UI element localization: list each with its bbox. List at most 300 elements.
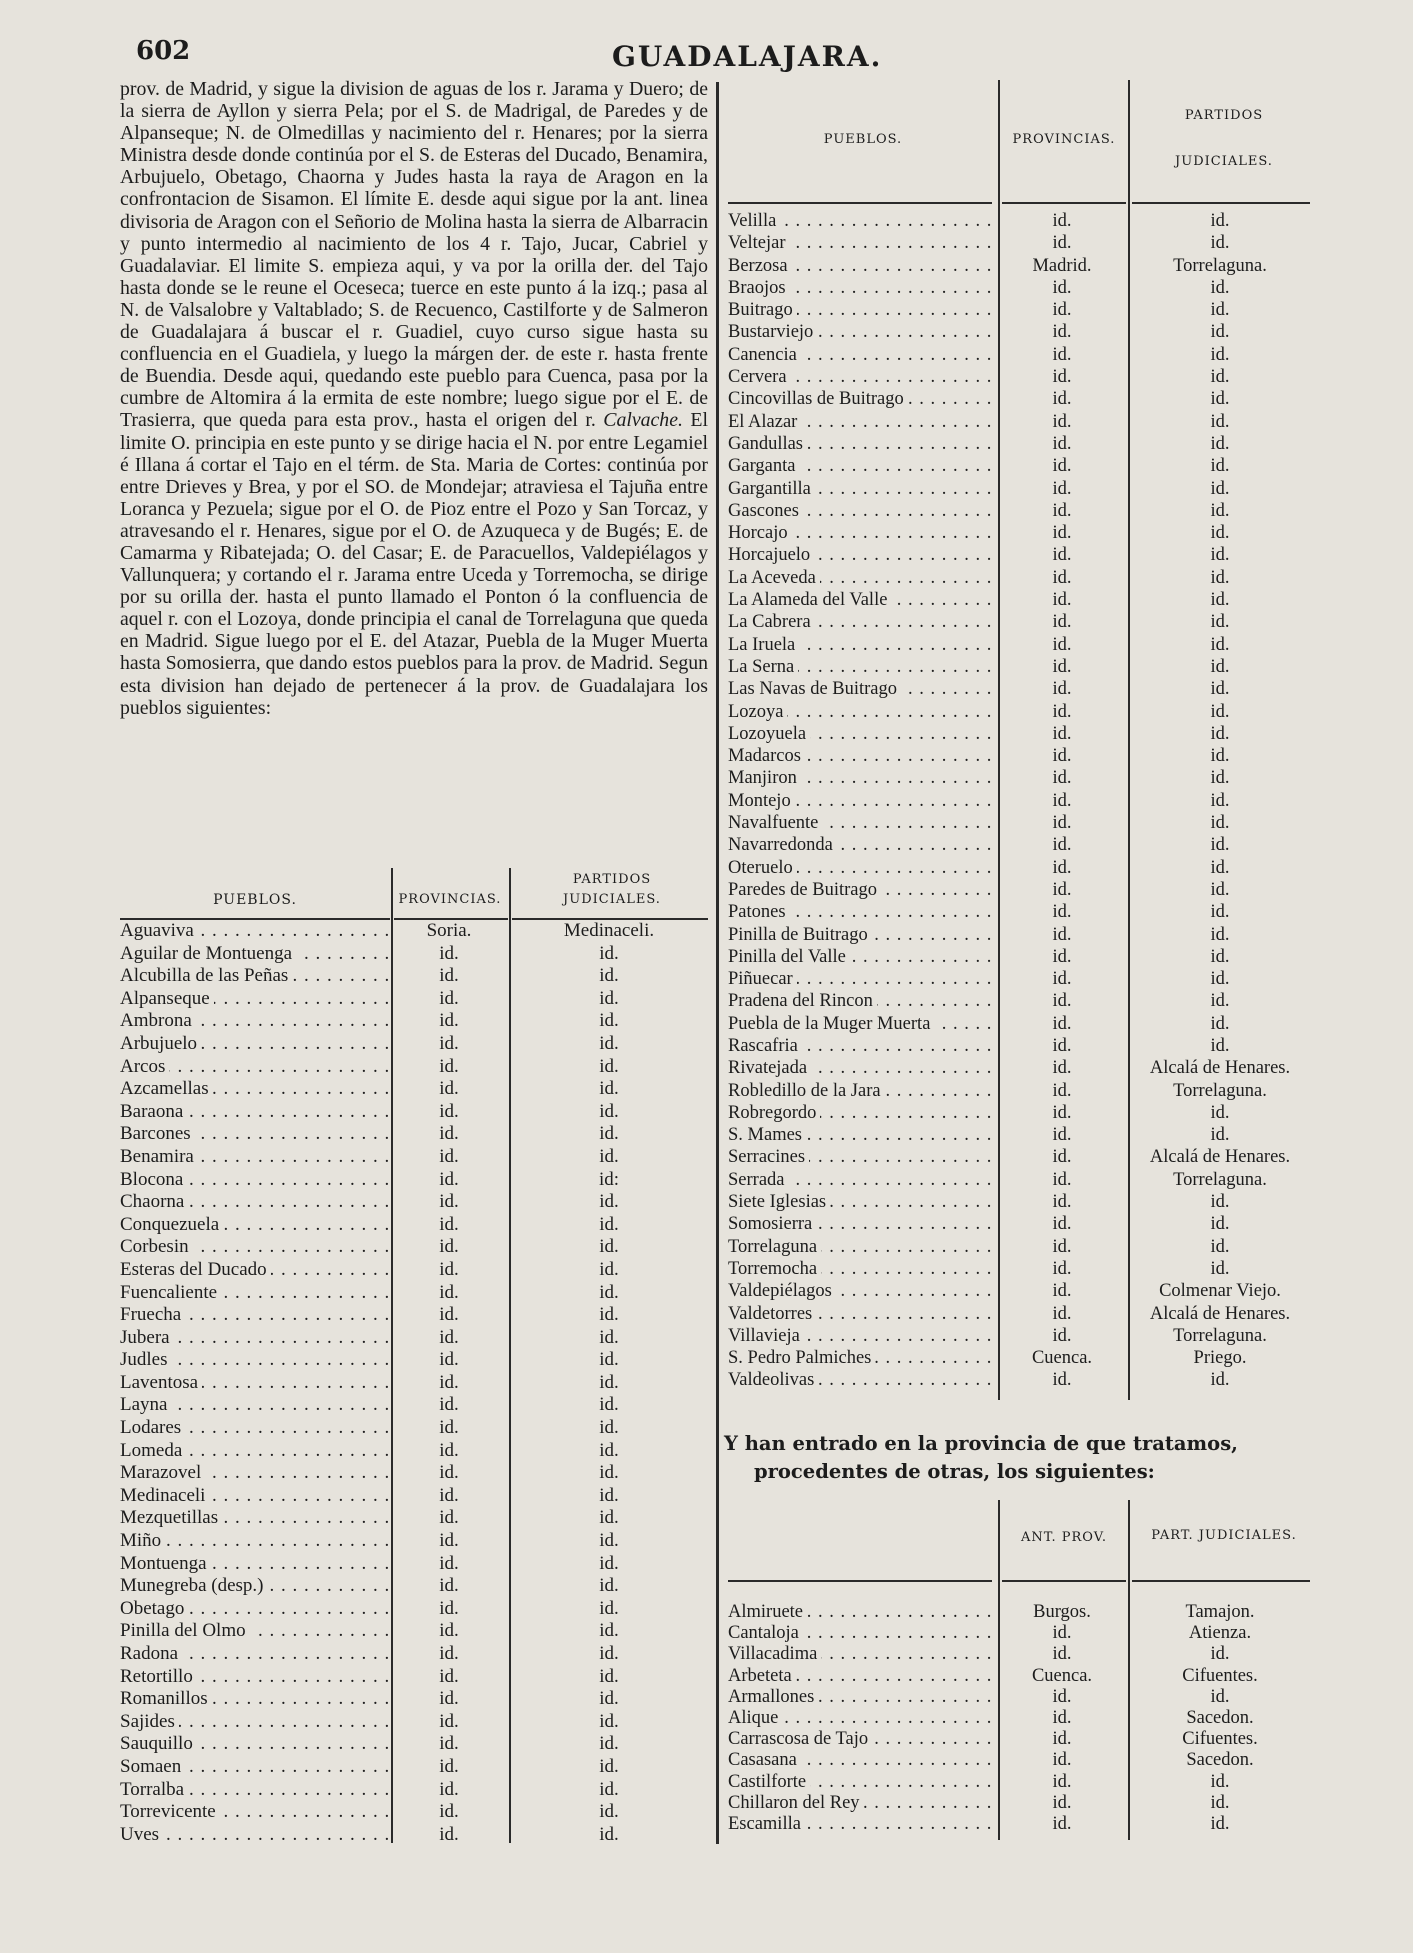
partido-value: id. [1210,300,1230,321]
partido-value: id. [599,1665,619,1687]
pueblo-name: Sauquillo . . . [120,1733,388,1756]
table-row [120,1643,710,1666]
table-row [728,834,1314,856]
table-row [728,1325,1314,1347]
table-added-pueblos [728,1500,1314,1845]
pueblo-name: Montejo . . . [728,790,996,812]
table-row [120,1620,710,1643]
partido-value: id. [599,1055,619,1077]
pueblo-name: Azcamellas . . . [120,1078,388,1101]
pueblo-name: Rivatejada . . . [728,1057,996,1079]
partido-value: id. [599,1304,619,1326]
provincia-value: id. [1052,590,1072,611]
table-row [728,1236,1314,1258]
table-row [120,1349,710,1372]
pueblo-name: Braojos . . . [728,277,996,299]
header-rule-2 [1002,1580,1126,1582]
partido-value: id. [1210,1013,1230,1034]
partido-value: id. [1210,946,1230,967]
pueblo-name: Arcos . . . [120,1056,388,1079]
pueblo-name: Velilla . . . [728,210,996,232]
provincia-value: id. [1052,411,1072,432]
page-number: 602 [136,36,191,66]
provincia-value: id. [1052,835,1072,856]
pueblo-name: Navarredonda . . . [728,834,996,856]
provincia-value: id. [1052,813,1072,834]
partido-value: id. [599,1123,619,1145]
pueblo-name: Laventosa . . . [120,1372,388,1395]
pueblo-name: Canencia . . . [728,344,996,366]
table-row [728,1035,1314,1057]
partido-value: Torrelaguna. [1173,1325,1267,1346]
partido-value: id. [1210,1035,1230,1056]
provincia-value: id. [439,1462,459,1484]
table-row [728,433,1314,455]
partido-value: id. [1210,612,1230,633]
table-row [728,388,1314,410]
table-row [728,924,1314,946]
table-row [728,1729,1314,1750]
column-divider [716,82,719,1844]
provincia-value: id. [439,987,459,1009]
partido-value: id. [1210,1370,1230,1391]
pueblo-name: S. Mames . . . [728,1124,996,1146]
provincia-value: id. [1052,1169,1072,1190]
header-partidos: PARTIDOS [572,872,652,887]
partido-value: id. [1210,969,1230,990]
partido-value: id. [599,1439,619,1461]
provincia-value: id. [1052,1707,1072,1728]
provincia-value: id. [1052,277,1072,298]
partido-value: Colmenar Viejo. [1159,1281,1281,1302]
provincia-value: id. [1052,902,1072,923]
pueblo-name: Retortillo . . . [120,1666,388,1689]
partido-value: Atienza. [1188,1623,1252,1644]
table-row [728,857,1314,879]
pueblo-name: Fruecha . . . [120,1304,388,1327]
provincia-value: id. [1052,1644,1072,1665]
partido-value: id. [599,965,619,987]
table-row [728,1369,1314,1391]
pueblo-name: Cantaloja . . . [728,1623,996,1644]
pueblo-name: Lozoya . . . [728,701,996,723]
table-row [728,1102,1314,1124]
pueblo-name: S. Pedro Palmiches . . . [728,1347,996,1369]
pueblo-name: Rascafria . . . [728,1035,996,1057]
partido-value: id. [1210,991,1230,1012]
pueblo-name: Munegreba (desp.) . . . [120,1575,388,1598]
partido-value: Torrelaguna. [1173,1169,1267,1190]
partido-value: id. [599,1078,619,1100]
partido-value: id. [1210,924,1230,945]
header-rule-3 [1132,202,1310,204]
pueblo-name: Radona . . . [120,1643,388,1666]
provincia-value: id. [439,1394,459,1416]
provincia-value: id. [1052,1281,1072,1302]
table-row [120,1598,710,1621]
partido-value: id. [1210,1125,1230,1146]
table-row [728,723,1314,745]
partido-value: Cifuentes. [1182,1729,1258,1750]
header-partidos: PARTIDOS [1184,108,1264,123]
partido-value: id. [1210,656,1230,677]
provincia-value: id. [1052,1058,1072,1079]
table-row [120,1688,710,1711]
table-row [728,1793,1314,1814]
partido-value: Alcalá de Henares. [1149,1147,1291,1168]
partido-value: id. [1210,322,1230,343]
table-row [728,1280,1314,1302]
provincia-value: id. [439,1100,459,1122]
table-row [728,745,1314,767]
table-row [728,589,1314,611]
partido-value: id. [1210,902,1230,923]
provincia-value: id. [1052,1013,1072,1034]
provincia-value: id. [1052,567,1072,588]
table-row [120,1530,710,1553]
pueblo-name: Arbujuelo . . . [120,1033,388,1056]
partido-value: Torrelaguna. [1173,1080,1267,1101]
pueblo-name: Fuencaliente . . . [120,1282,388,1305]
pueblo-name: Sajides . . . [120,1711,388,1734]
partido-value: id. [599,1597,619,1619]
pueblo-name: Torrevicente . . . [120,1801,388,1824]
partido-value: id. [1210,456,1230,477]
header-judiciales: JUDICIALES. [563,892,661,907]
provincia-value: Madrid. [1032,255,1092,276]
partido-value: id. [1210,679,1230,700]
partido-value: id. [1210,389,1230,410]
partido-value: Torrelaguna. [1173,255,1267,276]
partido-value: id. [599,1778,619,1800]
partido-value: id. [1210,433,1230,454]
provincia-value: id. [1052,1258,1072,1279]
provincia-value: id. [1052,1686,1072,1707]
provincia-value: id. [1052,1192,1072,1213]
table-row [728,1057,1314,1079]
provincia-value: id. [1052,879,1072,900]
partido-value: id. [599,1484,619,1506]
pueblo-name: Veltejar . . . [728,232,996,254]
pueblo-name: Blocona . . . [120,1169,388,1192]
pueblo-name: Madarcos . . . [728,745,996,767]
pueblo-name: Lozoyuela . . . [728,723,996,745]
table-row [728,299,1314,321]
provincia-value: id. [439,1349,459,1371]
table-row [728,611,1314,633]
table-row [728,210,1314,232]
provincia-value: id. [1052,1102,1072,1123]
table-row [728,968,1314,990]
table-row [728,544,1314,566]
pueblo-name: Horcajo . . . [728,522,996,544]
pueblo-name: Alpanseque . . . [120,988,388,1011]
partido-value: id. [1210,746,1230,767]
provincia-value: id. [439,1620,459,1642]
provincia-value: id. [1052,857,1072,878]
partido-value: id. [599,1801,619,1823]
pueblo-name: Pinilla del Valle . . . [728,946,996,968]
table-header [120,868,710,920]
pueblo-name: Chillaron del Rey . . . [728,1793,996,1814]
table-header [728,80,1314,206]
provincia-value: id. [1052,211,1072,231]
pueblo-name: Alcubilla de las Peñas . . . [120,965,388,988]
table-row [728,812,1314,834]
pueblo-name: Patones . . . [728,901,996,923]
partido-value: id. [599,1371,619,1393]
provincia-value: id. [1052,969,1072,990]
table-row [120,1033,710,1056]
provincia-value: id. [439,1733,459,1755]
header-rule-1 [728,1580,992,1582]
pueblo-name: Gandullas . . . [728,433,996,455]
provincia-value: id. [1052,344,1072,365]
provincia-value: id. [1052,1303,1072,1324]
provincia-value: id. [439,1710,459,1732]
partido-value: id. [599,1688,619,1710]
table-row [728,790,1314,812]
table-row [728,500,1314,522]
pueblo-name: Villacadima . . . [728,1644,996,1665]
partido-value: id. [599,1145,619,1167]
partido-value: id. [599,1349,619,1371]
partido-value: id. [599,1620,619,1642]
pueblo-name: Miño . . . [120,1530,388,1553]
provincia-value: id. [439,1823,459,1845]
provincia-value: id. [439,1778,459,1800]
provincia-value: id. [1052,991,1072,1012]
pueblo-name: Bustarviejo . . . [728,321,996,343]
partido-value: id. [1210,790,1230,811]
partido-value: id. [599,1552,619,1574]
table-row [728,678,1314,700]
provincia-value: Cuenca. [1031,1665,1093,1686]
partido-value: id. [599,1462,619,1484]
partido-value: id: [598,1168,620,1190]
pueblo-name: Ambrona . . . [120,1010,388,1033]
pueblo-name: Judles . . . [120,1349,388,1372]
header-rule-3 [1132,1580,1310,1582]
provincia-value: id. [1052,389,1072,410]
partido-value: id. [599,1823,619,1845]
partido-value: Alcalá de Henares. [1149,1303,1291,1324]
table-row [728,701,1314,723]
section-title-line-2: procedentes de otras, los siguientes: [754,1460,1155,1483]
table-header [728,1500,1314,1584]
provincia-value: Burgos. [1033,1602,1091,1622]
partido-value: id. [1210,1686,1230,1707]
table-row [120,1010,710,1033]
pueblo-name: Esteras del Ducado . . . [120,1259,388,1282]
pueblo-name: Buitrago . . . [728,299,996,321]
intro-text: prov. de Madrid, y sigue la division de aguas de los r. Jarama y Duero; de la sierra de Ayllon y sierra Pela; por el S. de Madrigal, de Paredes y de Alpanseque; N. de Olmedillas y nacimiento del r. Henares; por la sierra Ministra desde donde continúa por el S. de Esteras del Ducado, Benamira, Arbujuelo, Obetago, Chaorna y Judes hasta la raya de Aragon en la confrontacion de Sisamon. El límite E. desde aqui sigue por la ant. linea divisoria de Aragon con el Señorio de Molina hasta la sierra de Albarracin y punto intermedio al nacimiento de los 4 r. Tajo, Jucar, Cabriel y Guadalaviar. El limite S. empieza aqui, y va por la orilla der. del Tajo hasta donde se le reune el Oceseca; tuerce en este punto á la izq.; pasa al N. de Valsalobre y Valtablado; S. de Recuenco, Castilforte y de Salmeron de Guadalajara á buscar el r. Guadiel, cuyo curso sigue hasta su confluencia en el Guadiela, y luego la márgen der. de este r. hasta frente de Buendia. Desde aqui, quedando este pueblo para Cuenca, pasa por la cumbre de Altomira á la ermita de este nombre; luego sigue por el E. de Trasierra, que queda para esta prov., hasta el origen del r. [120,78,708,432]
table-row [728,232,1314,254]
provincia-value: id. [1052,679,1072,700]
table-row [120,1214,710,1237]
table-row [728,411,1314,433]
provincia-value: id. [439,1145,459,1167]
pueblo-name: Gascones . . . [728,500,996,522]
pueblo-name: Mezquetillas . . . [120,1507,388,1530]
table-row [120,1733,710,1756]
pueblo-name: Romanillos . . . [120,1688,388,1711]
table-row [728,522,1314,544]
provincia-value: id. [1052,1792,1072,1813]
pueblo-name: Manjiron . . . [728,767,996,789]
table-body [728,210,1314,1392]
partido-value: id. [1210,634,1230,655]
provincia-value: id. [1052,1147,1072,1168]
pueblo-name: Cincovillas de Buitrago . . . [728,388,996,410]
provincia-value: id. [1052,500,1072,521]
provincia-value: id. [1052,433,1072,454]
provincia-value: id. [439,1643,459,1664]
provincia-value: id. [1052,1813,1072,1834]
table-row [120,1824,710,1847]
table-removed-pueblos-continued [728,80,1314,1402]
provincia-value: id. [439,1597,459,1619]
table-row [120,1485,710,1508]
table-row [120,1507,710,1530]
provincia-value: Cuenca. [1031,1348,1093,1369]
table-row [728,1644,1314,1665]
provincia-value: id. [439,1213,459,1235]
table-row [120,1304,710,1327]
table-row [120,1462,710,1485]
provincia-value: id. [1052,545,1072,566]
table-row [120,1666,710,1689]
partido-value: Alcalá de Henares. [1149,1058,1291,1079]
pueblo-name: Lodares . . . [120,1417,388,1440]
table-row [120,1440,710,1463]
partido-value: id. [1210,367,1230,388]
table-row [728,1080,1314,1102]
provincia-value: id. [1052,1370,1072,1391]
provincia-value: id. [1052,322,1072,343]
partido-value: Sacedon. [1186,1707,1254,1728]
pueblo-name: El Alazar . . . [728,411,996,433]
partido-value: id. [1210,277,1230,298]
intro-paragraph [120,78,708,862]
table-row [728,879,1314,901]
table-row [120,1056,710,1079]
provincia-value: id. [439,1439,459,1461]
header-rule-2 [1002,202,1126,204]
provincia-value: id. [439,1191,459,1213]
partido-value: id. [1210,1258,1230,1279]
partido-value: id. [1210,590,1230,611]
provincia-value: id. [439,1575,459,1597]
table-row [728,634,1314,656]
provincia-value: id. [439,1055,459,1077]
partido-value: id. [1210,768,1230,789]
partido-value: Medinaceli. [563,920,655,941]
pueblo-name: Aguaviva . . . [120,920,388,943]
table-row [120,1123,710,1146]
provincia-value: id. [439,1484,459,1506]
pueblo-name: Las Navas de Buitrago . . . [728,678,996,700]
table-row [728,656,1314,678]
pueblo-name: Villavieja . . . [728,1325,996,1347]
pueblo-name: Obetago . . . [120,1598,388,1621]
pueblo-name: Marazovel . . . [120,1462,388,1485]
pueblo-name: Baraona . . . [120,1101,388,1124]
provincia-value: id. [1052,1623,1072,1644]
partido-value: id. [1210,813,1230,834]
table-row [728,1169,1314,1191]
pueblo-name: Corbesin . . . [120,1236,388,1259]
pueblo-name: Oteruelo . . . [728,857,996,879]
partido-value: id. [599,1010,619,1032]
section-title [724,1430,1289,1486]
pueblo-name: Chaorna . . . [120,1191,388,1214]
pueblo-name: Robregordo . . . [728,1102,996,1124]
intro-italic: Calvache. [603,409,683,432]
provincia-value: id. [1052,746,1072,767]
table-row [120,1417,710,1440]
table-row [728,990,1314,1012]
table-row [728,277,1314,299]
provincia-value: id. [439,1123,459,1145]
table-row [120,1078,710,1101]
table-row [120,1169,710,1192]
pueblo-name: Puebla de la Muger Muerta . . . [728,1013,996,1035]
pueblo-name: Montuenga . . . [120,1553,388,1576]
table-row [728,946,1314,968]
partido-value: id. [1210,1192,1230,1213]
partido-value: id. [599,942,619,964]
pueblo-name: La Alameda del Valle . . . [728,589,996,611]
partido-value: id. [1210,835,1230,856]
pueblo-name: Valdepiélagos . . . [728,1280,996,1302]
provincia-value: Soria. [426,920,472,941]
table-row [728,1602,1314,1623]
pueblo-name: Torrelaguna . . . [728,1236,996,1258]
table-row [120,1779,710,1802]
table-row [728,478,1314,500]
pueblo-name: La Serna . . . [728,656,996,678]
pueblo-name: Gargantilla . . . [728,478,996,500]
provincia-value: id. [1052,701,1072,722]
table-row [120,1236,710,1259]
table-row [120,1282,710,1305]
table-row [728,1687,1314,1708]
partido-value: id. [1210,1792,1230,1813]
provincia-value: id. [1052,656,1072,677]
pueblo-name: Alique . . . [728,1708,996,1729]
table-row [728,455,1314,477]
partido-value: id. [599,1032,619,1054]
intro-text-2: El limite O. principia en este punto y se dirige hacia el N. por entre Legamiel é Illana á cortar el Tajo en el térm. de Sta. Maria de Cortes: continúa por entre Drieves y Brea, y por el SO. de Mondejar; atraviesa el Tajuña entre Loranca y Pezuela; sigue por el O. de Pioz entre el Pozo y San Torcaz, y atravesando el r. Henares, sigue por el O. de Azuqueca y de Bugés; E. de Camarma y Ribatejada; O. del Casar; E. de Paracuellos, Valdepiélagos y Vallunquera; y cortando el r. Jarama entre Uceda y Torremocha, se dirige por su orilla der. hasta el punto llamado el Ponton ó la confluencia de aquel r. con el Lozoya, donde principia el canal de Torrelaguna que queda en Madrid. Sigue luego por el E. del Atazar, Puebla de la Muger Muerta hasta Somosierra, que dando estos pueblos para la prov. de Madrid. Segun esta division han dejado de pertenecer á la prov. de Guadalajara los pueblos siguientes: [120,409,708,719]
provincia-value: id. [439,1236,459,1258]
table-row [728,366,1314,388]
partido-value: id. [599,1100,619,1122]
pueblo-name: Robledillo de la Jara . . . [728,1080,996,1102]
table-row [728,1191,1314,1213]
pueblo-name: Horcajuelo . . . [728,544,996,566]
partido-value: id. [1210,1771,1230,1792]
partido-value: id. [599,1258,619,1280]
provincia-value: id. [1052,924,1072,945]
table-row [728,1666,1314,1687]
table-row [728,1303,1314,1325]
partido-value: id. [1210,500,1230,521]
section-title-line-1: Y han entrado en la provincia de que tratamos, [724,1432,1238,1455]
provincia-value: id. [1052,634,1072,655]
provincia-value: id. [439,1755,459,1777]
pueblo-name: Torralba . . . [120,1779,388,1802]
